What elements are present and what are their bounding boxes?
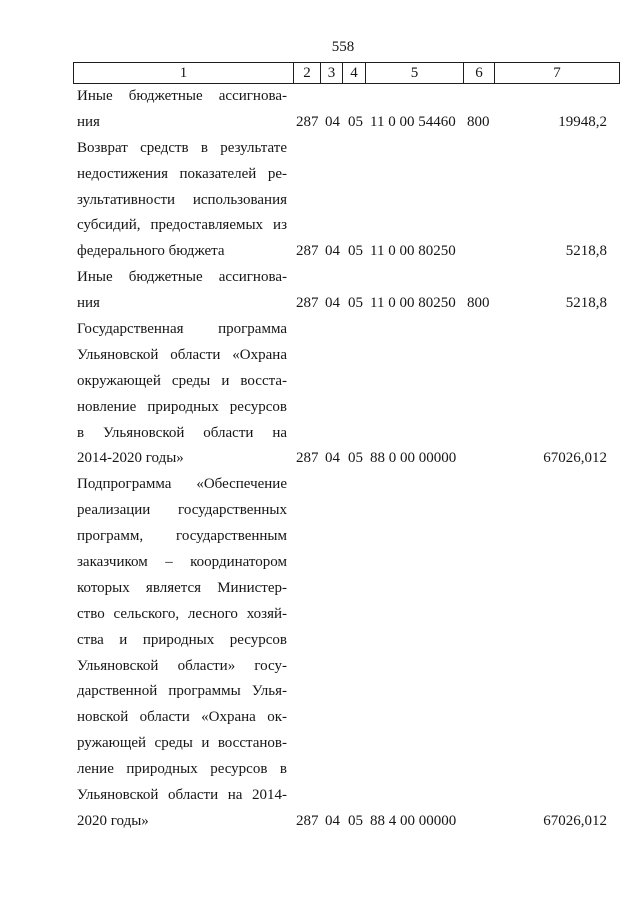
description-line: Подпрограмма «Обеспечение [77,476,287,493]
description-line: ния [77,113,100,130]
code-col-3: 04 [325,243,340,260]
code-col-2: 287 [296,295,319,312]
code-col-5: 88 0 00 00000 [370,450,457,467]
description-line: Ульяновской области» госу- [77,657,287,674]
description-line: Возврат средств в результате [77,139,287,156]
amount-col-7: 67026,012 [543,812,607,829]
code-col-6: 800 [467,295,490,312]
code-col-4: 05 [348,812,363,829]
amount-col-7: 19948,2 [558,113,607,130]
description-line: ния [77,295,100,312]
description-line: в Ульяновской области на [77,424,287,441]
header-col-2: 2 [293,63,320,83]
description-line: заказчиком – координатором [77,554,287,571]
description-line: новление природных ресурсов [77,398,287,415]
header-col-4: 4 [342,63,365,83]
table-row [73,265,620,317]
code-col-5: 88 4 00 00000 [370,812,457,829]
code-col-4: 05 [348,113,363,130]
description-line: 2020 годы» [77,812,149,829]
row-description [73,84,293,136]
amount-col-7: 5218,8 [565,295,607,312]
description-line: ство сельского, лесного хозяй- [77,605,287,622]
code-col-2: 287 [296,450,319,467]
table-row [73,317,620,472]
page-number: 558 [331,39,355,55]
code-col-3: 04 [325,812,340,829]
table-row [73,472,620,834]
header-col-6: 6 [463,63,494,83]
description-line: Государственная программа [77,321,287,338]
row-description [73,265,293,317]
code-col-4: 05 [348,295,363,312]
code-col-2: 287 [296,243,319,260]
code-col-5: 11 0 00 54460 [370,113,456,130]
code-col-2: 287 [296,812,319,829]
description-line: Иные бюджетные ассигнова- [77,269,287,286]
code-col-6: 800 [467,113,490,130]
row-description [73,317,293,472]
description-line: Ульяновской области «Охрана [77,346,287,363]
description-line: программ, государственным [77,528,287,545]
code-col-5: 11 0 00 80250 [370,295,456,312]
table-row [73,84,620,136]
amount-col-7: 67026,012 [543,450,607,467]
table-header-row [73,62,620,84]
header-col-1: 1 [179,65,188,81]
description-line: 2014-2020 годы» [77,450,184,467]
description-line: новской области «Охрана ок- [77,709,287,726]
description-line: окружающей среды и восста- [77,372,287,389]
row-description [73,472,293,834]
description-line: субсидий, предоставляемых из [77,217,287,234]
code-col-3: 04 [325,113,340,130]
header-col-7: 7 [494,63,619,83]
description-line: недостижения показателей ре- [77,165,287,182]
description-line: которых является Министер- [77,579,287,596]
budget-table [73,62,620,835]
description-line: дарственной программы Улья- [77,683,287,700]
code-col-2: 287 [296,113,319,130]
description-line: федерального бюджета [77,243,225,260]
code-col-5: 11 0 00 80250 [370,243,456,260]
code-col-4: 05 [348,450,363,467]
description-line: Ульяновской области на 2014- [77,787,287,804]
row-description [73,136,293,265]
description-line: реализации государственных [77,502,287,519]
amount-col-7: 5218,8 [565,243,607,260]
description-line: ление природных ресурсов в [77,761,287,778]
code-col-3: 04 [325,450,340,467]
description-line: Иные бюджетные ассигнова- [77,88,287,104]
description-line: ружающей среды и восстанов- [77,735,287,752]
code-col-3: 04 [325,295,340,312]
code-col-4: 05 [348,243,363,260]
description-line: ства и природных ресурсов [77,631,287,648]
header-col-3: 3 [320,63,342,83]
header-col-5: 5 [365,63,463,83]
description-line: зультативности использования [77,191,287,208]
table-row [73,136,620,265]
